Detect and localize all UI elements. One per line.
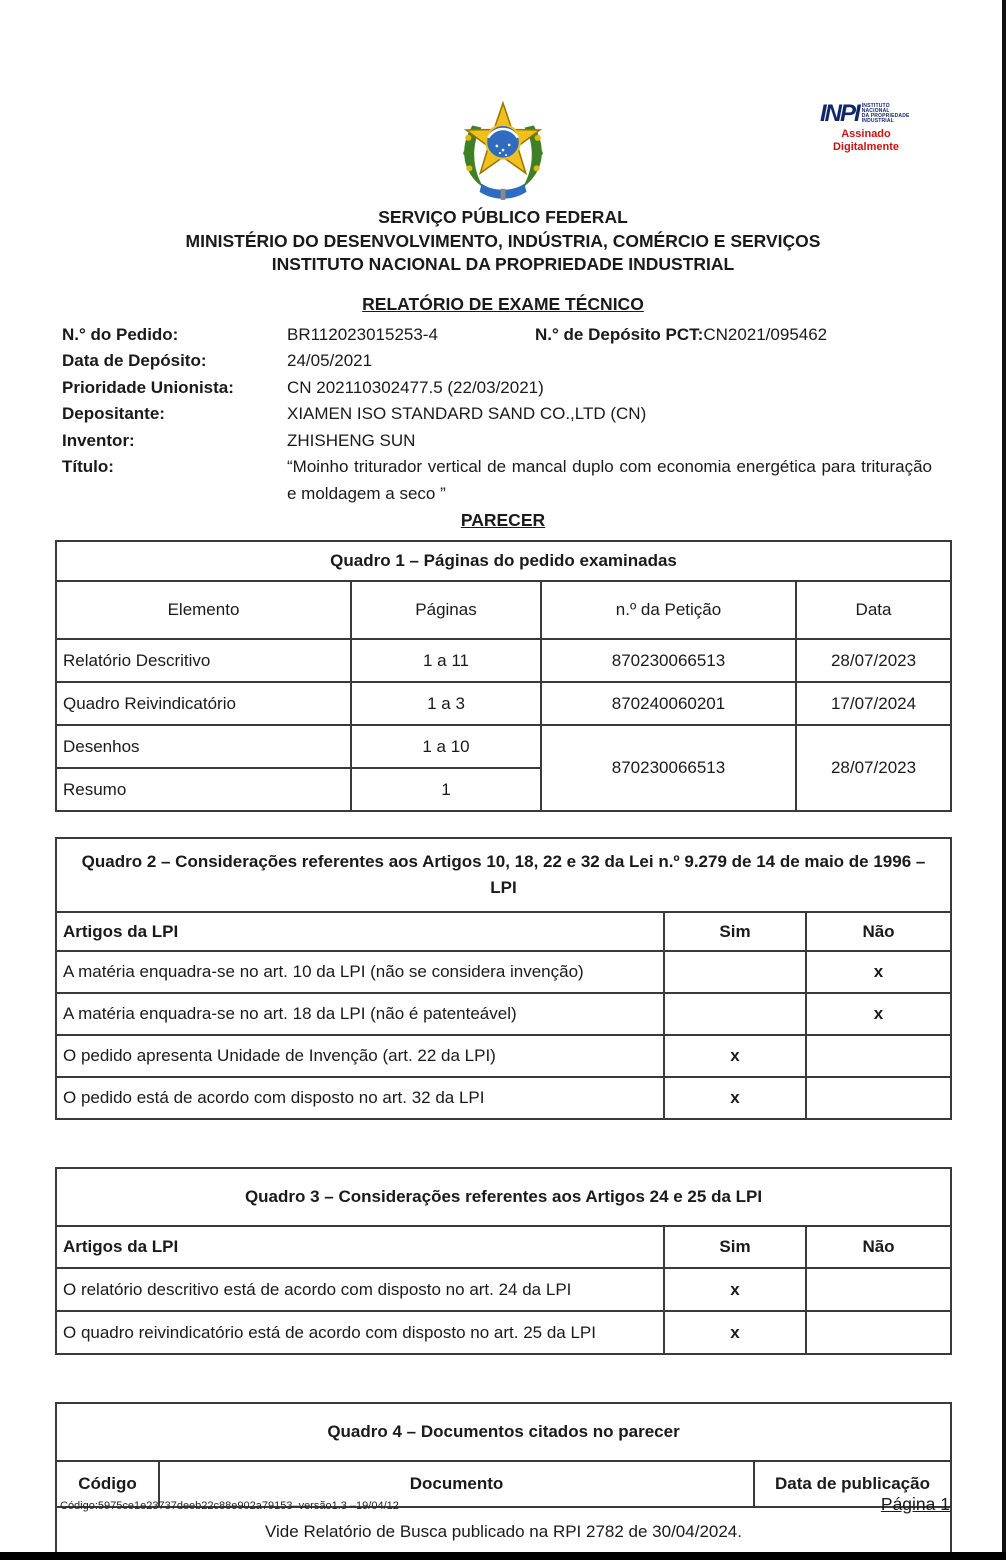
col-header-peticao: n.º da Petição [541, 581, 796, 639]
cell-sim: x [664, 1077, 806, 1119]
cell-paginas: 1 [351, 768, 541, 811]
cell-elemento: Resumo [56, 768, 351, 811]
inpi-logo: INPI [820, 100, 859, 127]
cell-nao [806, 1035, 951, 1077]
signed-line: Assinado [841, 128, 891, 140]
field-row-prioridade [62, 375, 942, 402]
col-header-artigos: Artigos da LPI [56, 1226, 664, 1268]
quadro3-header-row [56, 1226, 951, 1268]
cell-sim: x [664, 1311, 806, 1354]
quadro1-header-row [56, 581, 951, 639]
page-number: Página 1 [880, 1494, 950, 1514]
cell-elemento: Quadro Reivindicatório [56, 682, 351, 725]
cell-sim: x [664, 1268, 806, 1311]
quadro3-title: Quadro 3 – Considerações referentes aos Artigos 24 e 25 da LPI [56, 1168, 951, 1226]
quadro1-table [55, 540, 952, 812]
cell-sim [664, 951, 806, 993]
org-line-servico: SERVIÇO PÚBLICO FEDERAL [378, 207, 628, 227]
cell-elemento: Desenhos [56, 725, 351, 768]
brazil-coat-of-arms-icon [452, 97, 554, 201]
request-fields [62, 322, 942, 508]
parecer-heading-wrap [0, 510, 1006, 531]
inpi-small-line: INSTITUTO [861, 103, 890, 109]
col-header-sim: Sim [664, 1226, 806, 1268]
col-header-nao: Não [806, 1226, 951, 1268]
table-row [56, 682, 951, 725]
field-label: Depositante: [62, 404, 165, 423]
inpi-logo-small-text [862, 104, 910, 124]
report-title-wrap [0, 294, 1006, 315]
cell-peticao-merged: 870230066513 [541, 725, 796, 811]
col-header-artigos: Artigos da LPI [56, 912, 664, 951]
table-row [56, 1268, 951, 1311]
cell-paginas: 1 a 10 [351, 725, 541, 768]
field-value: 24/05/2021 [287, 351, 373, 370]
org-line-ministerio: MINISTÉRIO DO DESENVOLVIMENTO, INDÚSTRIA, COMÉRCIO E SERVIÇOS [185, 230, 821, 251]
parecer-heading: PARECER [460, 510, 546, 530]
col-header-elemento: Elemento [56, 581, 351, 639]
cell-elemento: Relatório Descritivo [56, 639, 351, 682]
field-label: Data de Depósito: [62, 351, 207, 370]
cell-artigo: O relatório descritivo está de acordo com disposto no art. 24 da LPI [56, 1268, 664, 1311]
field-row-titulo [62, 454, 942, 507]
cell-paginas: 1 a 11 [351, 639, 541, 682]
col-header-codigo: Código [56, 1461, 159, 1507]
cell-sim [664, 993, 806, 1035]
table-row [56, 725, 951, 768]
col-header-data: Data [796, 581, 951, 639]
cell-nao: x [806, 993, 951, 1035]
scan-bottom-bar [0, 1552, 1006, 1560]
field-label: Título: [62, 457, 114, 476]
field-value: XIAMEN ISO STANDARD SAND CO.,LTD (CN) [287, 404, 647, 423]
org-header [0, 206, 1006, 277]
page-footer [60, 1494, 950, 1515]
cell-artigo: O pedido apresenta Unidade de Invenção (art. 22 da LPI) [56, 1035, 664, 1077]
field-label: Prioridade Unionista: [62, 377, 234, 397]
quadro2-title: Quadro 2 – Considerações referentes aos Artigos 10, 18, 22 e 32 da Lei n.º 9.279 de 14 de maio de 1996 – LPI [56, 838, 951, 912]
quadro4-title: Quadro 4 – Documentos citados no parecer [56, 1403, 951, 1461]
inpi-small-line: INDUSTRIAL [861, 118, 894, 124]
inpi-signature-badge [820, 100, 912, 154]
inpi-small-line: NACIONAL [861, 108, 890, 114]
report-title: RELATÓRIO DE EXAME TÉCNICO [362, 293, 644, 314]
cell-nao: x [806, 951, 951, 993]
field-value-pct: CN2021/095462 [703, 324, 828, 344]
col-header-data-publicacao: Data de publicação [754, 1461, 951, 1507]
inpi-small-line: DA PROPRIEDADE [861, 113, 910, 119]
table-row [56, 1035, 951, 1077]
table-row [56, 951, 951, 993]
col-header-paginas: Páginas [351, 581, 541, 639]
cell-note: Vide Relatório de Busca publicado na RPI 2782 de 30/04/2024. [56, 1507, 951, 1557]
signed-line: Digitalmente [832, 141, 899, 153]
cell-artigo: A matéria enquadra-se no art. 10 da LPI (não se considera invenção) [56, 951, 664, 993]
table-row [56, 1311, 951, 1354]
org-line-instituto: INSTITUTO NACIONAL DA PROPRIEDADE INDUSTRIAL [271, 254, 735, 274]
cell-data-merged: 28/07/2023 [796, 725, 951, 811]
quadro2-table [55, 837, 952, 1120]
cell-paginas: 1 a 3 [351, 682, 541, 725]
table-row [56, 639, 951, 682]
field-label: N.° do Pedido: [62, 324, 179, 344]
table-row [56, 1077, 951, 1119]
field-row-pedido [62, 322, 942, 349]
cell-artigo: A matéria enquadra-se no art. 18 da LPI (não é patenteável) [56, 993, 664, 1035]
footer-version-code: Código:5975ce1e23737deeb22c88e902a79153–versão1.3 –19/04/12 [60, 1500, 399, 1512]
cell-nao [806, 1077, 951, 1119]
field-value: CN 202110302477.5 (22/03/2021) [287, 377, 544, 397]
cell-nao [806, 1268, 951, 1311]
col-header-documento: Documento [159, 1461, 754, 1507]
col-header-sim: Sim [664, 912, 806, 951]
field-label: Inventor: [62, 430, 135, 450]
table-row [56, 993, 951, 1035]
quadro2-header-row [56, 912, 951, 951]
field-label-pct: N.° de Depósito PCT: [535, 324, 704, 344]
cell-peticao: 870240060201 [541, 682, 796, 725]
col-header-nao: Não [806, 912, 951, 951]
field-value: ZHISHENG SUN [287, 430, 416, 450]
cell-artigo: O quadro reivindicatório está de acordo com disposto no art. 25 da LPI [56, 1311, 664, 1354]
digitally-signed-label [820, 128, 912, 154]
field-value: BR112023015253-4 [287, 324, 438, 344]
field-value: “Moinho triturador vertical de mancal duplo com economia energética para trituração e moldagem a seco ” [287, 457, 932, 503]
cell-nao [806, 1311, 951, 1354]
cell-data: 28/07/2023 [796, 639, 951, 682]
cell-artigo: O pedido está de acordo com disposto no art. 32 da LPI [56, 1077, 664, 1119]
cell-peticao: 870230066513 [541, 639, 796, 682]
quadro3-table [55, 1167, 952, 1355]
quadro4-table [55, 1402, 952, 1558]
field-row-data-deposito [62, 348, 942, 375]
cell-data: 17/07/2024 [796, 682, 951, 725]
quadro1-title: Quadro 1 – Páginas do pedido examinadas [56, 541, 951, 581]
field-row-depositante [62, 401, 942, 428]
scan-right-edge [1002, 0, 1006, 1560]
field-row-inventor [62, 428, 942, 455]
cell-sim: x [664, 1035, 806, 1077]
